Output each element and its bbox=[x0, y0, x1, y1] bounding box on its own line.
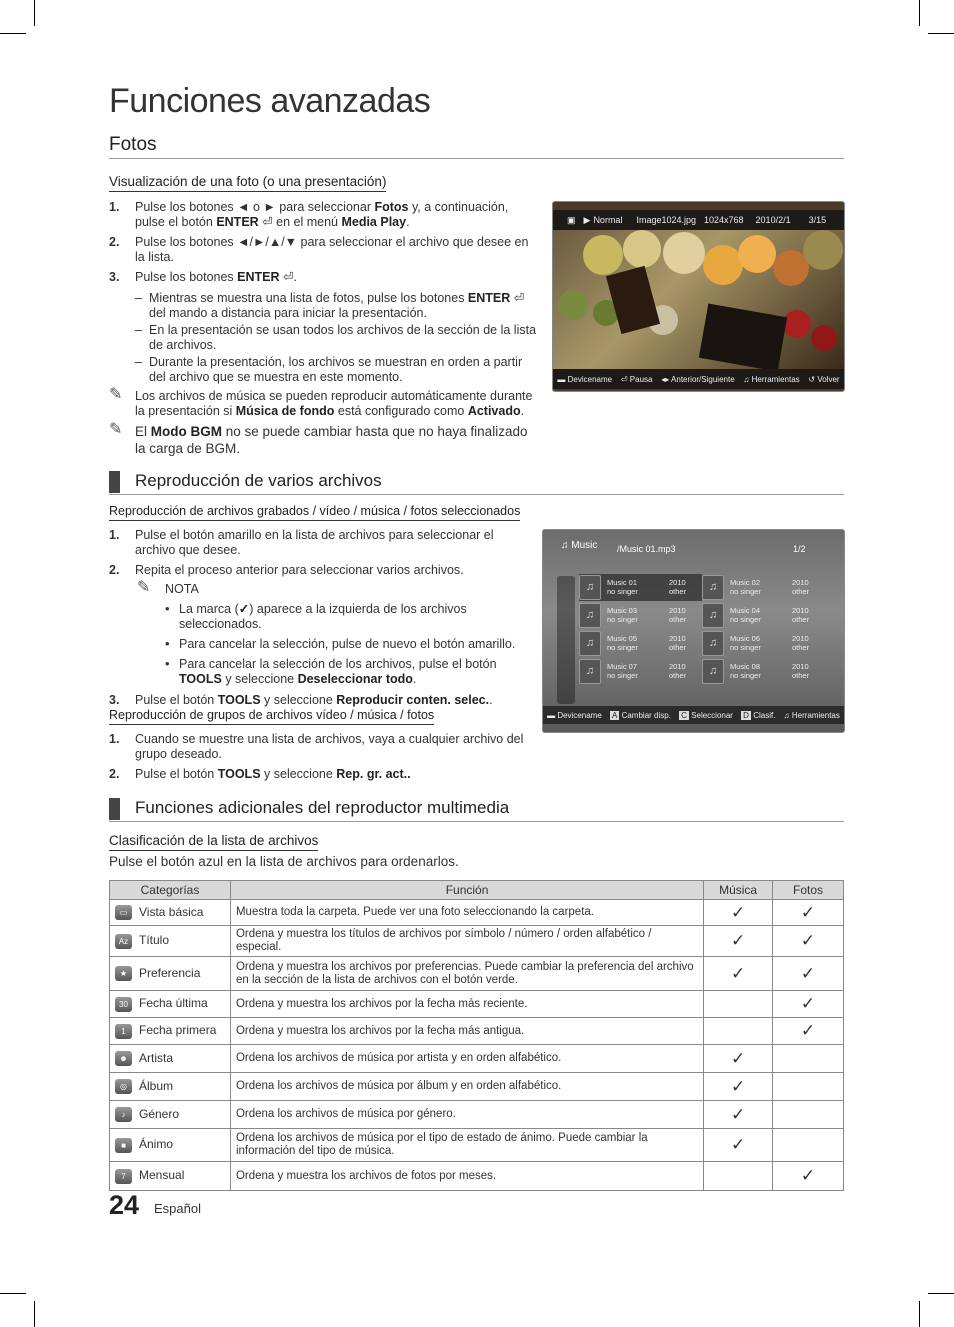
table-row bbox=[110, 1162, 844, 1191]
enter-icon: ⏎ bbox=[283, 270, 294, 284]
music-title: Music 07 bbox=[607, 662, 638, 671]
music-check-cell bbox=[704, 1162, 773, 1191]
dash-item: – Durante la presentación, los archivos se muestran en orden a partir del archivo que se muestra en este momento. bbox=[135, 355, 523, 384]
music-note-icon: ♫ bbox=[579, 603, 601, 628]
tools-button[interactable]: ♫ Herramientas bbox=[743, 374, 800, 384]
album-icon: ◎ bbox=[115, 1079, 132, 1094]
photo-check-cell bbox=[773, 1101, 844, 1129]
varios-instructions bbox=[109, 528, 537, 708]
function-cell: Ordena y muestra los archivos por la fecha más antigua. bbox=[230, 1018, 703, 1045]
header-funcion: Función bbox=[230, 881, 703, 900]
music-path: /Music 01.mp3 bbox=[617, 544, 676, 554]
music-genre: other bbox=[669, 643, 687, 652]
note-pen-icon: ✎ bbox=[109, 386, 123, 403]
crop-mark bbox=[0, 33, 26, 34]
music-title: Music 03 bbox=[607, 606, 638, 615]
change-device-button[interactable]: A Cambiar disp. bbox=[612, 710, 671, 720]
select-button[interactable]: C Seleccionar bbox=[681, 710, 733, 720]
step: 3. Pulse los botones ENTER ⏎. bbox=[109, 270, 297, 284]
dash-item: – En la presentación se usan todos los archivos de la sección de la lista de archivos. bbox=[135, 323, 537, 352]
music-year: 2010 bbox=[669, 606, 686, 615]
subheading-grabados: Reproducción de archivos grabados / vídeo / música / fotos seleccionados bbox=[109, 504, 520, 521]
music-genre: other bbox=[792, 615, 810, 624]
note-pen-icon: ✎ bbox=[137, 579, 151, 596]
music-note-icon: ♫ bbox=[579, 631, 601, 656]
category-cell: ■ Ánimo bbox=[110, 1129, 231, 1162]
music-check-cell bbox=[704, 1018, 773, 1045]
photo-check-cell: ✓ bbox=[773, 1162, 844, 1191]
music-check-cell bbox=[704, 991, 773, 1018]
music-note-icon: ♫ bbox=[702, 575, 724, 600]
clasificacion-intro: Pulse el botón azul en la lista de archivos para ordenarlos. bbox=[109, 854, 459, 869]
music-singer: no singer bbox=[730, 671, 761, 680]
title-icon: Az bbox=[115, 934, 132, 949]
header-musica: Música bbox=[704, 881, 773, 900]
category-cell: Az Título bbox=[110, 926, 231, 957]
mood-icon: ■ bbox=[115, 1138, 132, 1153]
bullet-item: • Para cancelar la selección, pulse de nuevo el botón amarillo. bbox=[165, 636, 516, 651]
table-row bbox=[110, 1101, 844, 1129]
music-control-bar bbox=[543, 706, 844, 724]
grupos-instructions bbox=[109, 732, 537, 782]
music-genre: other bbox=[669, 587, 687, 596]
function-cell: Ordena los archivos de música por artista y en orden alfabético. bbox=[230, 1045, 703, 1073]
device-button[interactable]: ▬ Devicename bbox=[557, 374, 613, 384]
photo-image bbox=[553, 230, 844, 369]
dash-item: – Mientras se muestra una lista de fotos, pulse los botones ENTER ⏎ del mando a distancia para iniciar la presentación. bbox=[135, 291, 525, 320]
category-cell: ♪ Género bbox=[110, 1101, 231, 1129]
category-cell: ☻ Artista bbox=[110, 1045, 231, 1073]
step: 2. Pulse el botón TOOLS y seleccione Rep. gr. act.. bbox=[109, 767, 411, 781]
music-singer: no singer bbox=[607, 615, 638, 624]
step: 1. Cuando se muestre una lista de archivos, vaya a cualquier archivo del grupo deseado. bbox=[109, 732, 524, 761]
music-list-item[interactable] bbox=[702, 575, 822, 600]
note: ✎ NOTA bbox=[137, 579, 199, 596]
device-button[interactable]: ▬ Devicename bbox=[547, 710, 602, 720]
function-cell: Ordena y muestra los archivos de fotos por meses. bbox=[230, 1162, 703, 1191]
crop-mark bbox=[928, 33, 954, 34]
music-header: ♫ Music bbox=[561, 540, 598, 551]
music-singer: no singer bbox=[607, 587, 638, 596]
photo-player-screenshot bbox=[552, 201, 845, 392]
photo-check-cell: ✓ bbox=[773, 1018, 844, 1045]
enter-icon: ⏎ bbox=[513, 291, 525, 305]
music-genre: other bbox=[669, 671, 687, 680]
sort-button[interactable]: D Clasif. bbox=[743, 710, 776, 720]
category-cell: ◎ Álbum bbox=[110, 1073, 231, 1101]
function-cell: Muestra toda la carpeta. Puede ver una foto seleccionando la carpeta. bbox=[230, 900, 703, 926]
photo-filename: Image1024.jpg bbox=[636, 215, 696, 225]
music-list-item[interactable] bbox=[579, 575, 699, 600]
function-cell: Ordena y muestra los archivos por preferencias. Puede cambiar la preferencia del archivo en la sección de la lista de archivos con el botón verde. bbox=[230, 957, 703, 991]
crop-mark bbox=[919, 0, 920, 26]
table-header-row bbox=[110, 881, 844, 900]
crop-mark bbox=[34, 0, 35, 26]
header-fotos: Fotos bbox=[773, 881, 844, 900]
photo-check-cell: ✓ bbox=[773, 926, 844, 957]
photo-check-cell: ✓ bbox=[773, 991, 844, 1018]
header-categorias: Categorías bbox=[110, 881, 231, 900]
function-cell: Ordena los archivos de música por género. bbox=[230, 1101, 703, 1129]
table-row bbox=[110, 1073, 844, 1101]
sort-table bbox=[109, 880, 844, 1191]
music-note-icon: ♫ bbox=[579, 659, 601, 684]
function-cell: Ordena y muestra los títulos de archivos por símbolo / número / orden alfabético / especial. bbox=[230, 926, 703, 957]
genre-icon: ♪ bbox=[115, 1107, 132, 1122]
enter-icon: ⏎ bbox=[262, 215, 273, 229]
prev-next-button[interactable]: ◂▸ Anterior/Siguiente bbox=[661, 374, 735, 384]
page-title: Funciones avanzadas bbox=[109, 82, 431, 120]
table-body bbox=[110, 900, 844, 1191]
music-singer: no singer bbox=[730, 615, 761, 624]
music-list-item[interactable] bbox=[579, 631, 699, 656]
music-year: 2010 bbox=[792, 634, 809, 643]
step: 2. Repita el proceso anterior para seleccionar varios archivos. bbox=[109, 563, 464, 577]
music-genre: other bbox=[792, 587, 810, 596]
music-singer: no singer bbox=[607, 671, 638, 680]
music-check-cell: ✓ bbox=[704, 1073, 773, 1101]
photo-date: 2010/2/1 bbox=[755, 215, 791, 225]
music-title: Music 02 bbox=[730, 578, 761, 587]
music-check-cell: ✓ bbox=[704, 1129, 773, 1162]
photo-check-cell: ✓ bbox=[773, 957, 844, 991]
fotos-instructions bbox=[109, 200, 537, 457]
photo-check-cell bbox=[773, 1045, 844, 1073]
bullet-item: • Para cancelar la selección de los archivos, pulse el botón TOOLS y seleccione Deseleccionar todo. bbox=[165, 656, 497, 686]
music-note-icon: ♫ bbox=[702, 659, 724, 684]
subheading-clasificacion: Clasificación de la lista de archivos bbox=[109, 833, 318, 851]
photo-check-cell bbox=[773, 1073, 844, 1101]
music-title: Music 01 bbox=[607, 578, 638, 587]
function-cell: Ordena los archivos de música por álbum y en orden alfabético. bbox=[230, 1073, 703, 1101]
table-row bbox=[110, 1018, 844, 1045]
category-cell: ★ Preferencia bbox=[110, 957, 231, 991]
music-note-icon: ♫ bbox=[702, 603, 724, 628]
note: ✎ El Modo BGM no se puede cambiar hasta que no haya finalizado la carga de BGM. bbox=[109, 421, 528, 456]
music-note-icon: ♫ bbox=[579, 575, 601, 600]
music-genre: other bbox=[669, 615, 687, 624]
music-sort-sidebar[interactable] bbox=[557, 576, 575, 704]
music-list-item[interactable] bbox=[702, 603, 822, 628]
photo-check-cell: ✓ bbox=[773, 900, 844, 926]
artist-icon: ☻ bbox=[115, 1051, 132, 1066]
subheading-grupos: Reproducción de grupos de archivos vídeo / música / fotos bbox=[109, 708, 434, 725]
music-title: Music 05 bbox=[607, 634, 638, 643]
table-row bbox=[110, 991, 844, 1018]
photo-icon: ▣ bbox=[567, 214, 576, 225]
music-year: 2010 bbox=[792, 578, 809, 587]
music-list-item[interactable] bbox=[702, 659, 822, 684]
photo-resolution: 1024x768 bbox=[704, 215, 744, 225]
crop-mark bbox=[928, 1293, 954, 1294]
music-year: 2010 bbox=[792, 662, 809, 671]
music-folder-icon: ♫ bbox=[561, 540, 569, 551]
table-row bbox=[110, 1045, 844, 1073]
table-row bbox=[110, 957, 844, 991]
music-check-cell: ✓ bbox=[704, 957, 773, 991]
music-title: Music 06 bbox=[730, 634, 761, 643]
pause-button[interactable]: ⏎ Pausa bbox=[620, 374, 653, 384]
crop-mark bbox=[919, 1301, 920, 1327]
music-list-item[interactable] bbox=[579, 659, 699, 684]
page-number: 24 bbox=[109, 1190, 140, 1220]
table-row bbox=[110, 926, 844, 957]
step: 1. Pulse el botón amarillo en la lista de archivos para seleccionar el archivo que desee. bbox=[109, 528, 494, 557]
section-heading-varios: Reproducción de varios archivos bbox=[109, 471, 844, 495]
table-row bbox=[110, 900, 844, 926]
back-button[interactable]: ↺ Volver bbox=[808, 374, 840, 384]
function-cell: Ordena y muestra los archivos por la fecha más reciente. bbox=[230, 991, 703, 1018]
music-page: 1/2 bbox=[793, 544, 806, 554]
photo-check-cell bbox=[773, 1129, 844, 1162]
music-year: 2010 bbox=[669, 634, 686, 643]
music-title: Music 08 bbox=[730, 662, 761, 671]
photo-mode: Normal bbox=[593, 215, 623, 225]
category-cell: ▭ Vista básica bbox=[110, 900, 231, 926]
photo-control-bar bbox=[553, 369, 844, 389]
music-singer: no singer bbox=[730, 587, 761, 596]
music-list-item[interactable] bbox=[702, 631, 822, 656]
music-check-cell: ✓ bbox=[704, 900, 773, 926]
category-cell: 30 Fecha última bbox=[110, 991, 231, 1018]
category-cell: 1 Fecha primera bbox=[110, 1018, 231, 1045]
star-icon: ★ bbox=[115, 966, 132, 981]
play-icon: ▶ bbox=[583, 214, 591, 225]
music-genre: other bbox=[792, 643, 810, 652]
section-heading-fotos: Fotos bbox=[109, 134, 844, 159]
music-list-screenshot bbox=[542, 529, 845, 733]
folder-icon: ▭ bbox=[115, 905, 132, 920]
music-singer: no singer bbox=[607, 643, 638, 652]
music-year: 2010 bbox=[669, 662, 686, 671]
note: ✎ Los archivos de música se pueden reproducir automáticamente durante la presentación si Música de fondo está configurado como Activado. bbox=[109, 386, 533, 418]
music-title: Music 04 bbox=[730, 606, 761, 615]
note-pen-icon: ✎ bbox=[109, 421, 123, 438]
photo-info-bar bbox=[553, 210, 844, 230]
step: 1. Pulse los botones ◄ o ► para seleccionar Fotos y, a continuación, pulse el botón ENTER ⏎ en el menú Media Play. bbox=[109, 200, 509, 229]
music-year: 2010 bbox=[669, 578, 686, 587]
calendar-oldest-icon: 1 bbox=[115, 1024, 132, 1039]
photo-count: 3/15 bbox=[808, 215, 827, 225]
music-check-cell: ✓ bbox=[704, 926, 773, 957]
music-genre: other bbox=[792, 671, 810, 680]
category-cell: 7 Mensual bbox=[110, 1162, 231, 1191]
bullet-item: • La marca (✓) aparece a la izquierda de los archivos seleccionados. bbox=[165, 601, 467, 631]
music-year: 2010 bbox=[792, 606, 809, 615]
tools-button[interactable]: ♫ Herramientas bbox=[783, 710, 840, 720]
music-check-cell: ✓ bbox=[704, 1101, 773, 1129]
music-list-item[interactable] bbox=[579, 603, 699, 628]
subheading-visualizacion: Visualización de una foto (o una presentación) bbox=[109, 174, 386, 192]
section-heading-adicionales: Funciones adicionales del reproductor multimedia bbox=[109, 798, 844, 822]
calendar-latest-icon: 30 bbox=[115, 997, 132, 1012]
crop-mark bbox=[34, 1301, 35, 1327]
step: 2. Pulse los botones ◄/►/▲/▼ para seleccionar el archivo que desee en la lista. bbox=[109, 235, 529, 264]
table-row bbox=[110, 1129, 844, 1162]
music-singer: no singer bbox=[730, 643, 761, 652]
page-language: Español bbox=[154, 1201, 201, 1216]
crop-mark bbox=[0, 1293, 26, 1294]
calendar-month-icon: 7 bbox=[115, 1169, 132, 1184]
music-check-cell: ✓ bbox=[704, 1045, 773, 1073]
step: 3. Pulse el botón TOOLS y seleccione Reproducir conten. selec.. bbox=[109, 693, 493, 707]
function-cell: Ordena los archivos de música por el tipo de estado de ánimo. Puede cambiar la información del tipo de música. bbox=[230, 1129, 703, 1162]
music-note-icon: ♫ bbox=[702, 631, 724, 656]
